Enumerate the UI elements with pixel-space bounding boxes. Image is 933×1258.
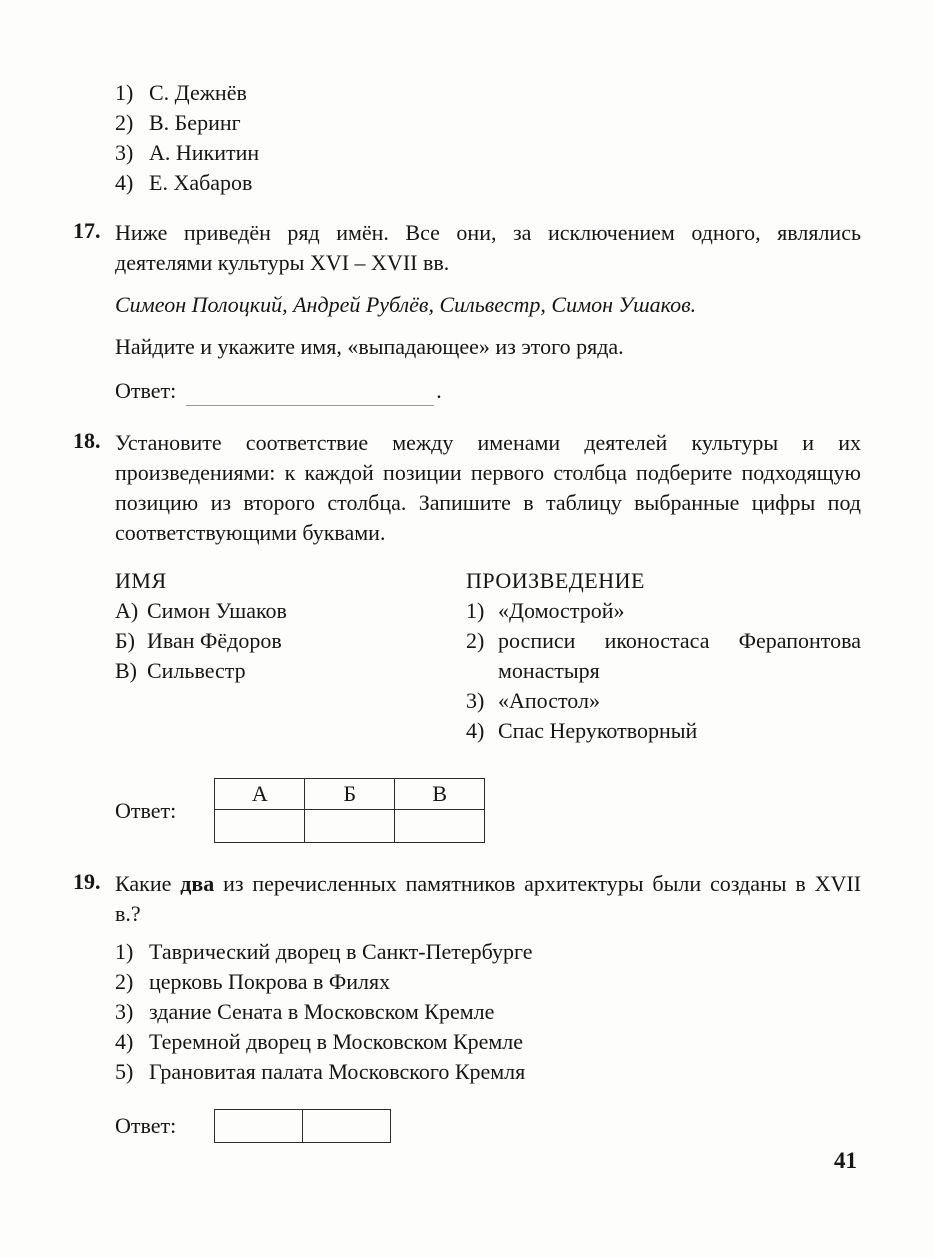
question-18-text: Установите соответствие между именами деятелей культуры и их произведениями: к каждой позиции первого столбца подберите подходящую позицию из второго столбца. Запишите в таблицу выбранные цифры под соответствующими буквами. bbox=[115, 430, 861, 545]
work-item bbox=[466, 686, 861, 716]
q18-answer-cell-v[interactable] bbox=[395, 810, 485, 843]
question-18-answer-row bbox=[115, 778, 861, 843]
q18-answer-header-row bbox=[215, 779, 485, 810]
option-text: С. Дежнёв bbox=[149, 80, 247, 105]
option-number: 4) bbox=[115, 1029, 134, 1054]
q18-answer-table bbox=[214, 778, 485, 843]
question-19-text-start: Какие bbox=[115, 871, 172, 896]
question-17 bbox=[73, 218, 861, 406]
option-number: 1) bbox=[115, 80, 134, 105]
item-number: 2) bbox=[466, 628, 485, 653]
question-18-number: 18. bbox=[73, 428, 101, 453]
answer-label: Ответ: bbox=[115, 1113, 177, 1138]
question-17-answer-line bbox=[115, 376, 861, 406]
work-item bbox=[466, 626, 861, 686]
item-number: 1) bbox=[466, 598, 485, 623]
name-item bbox=[115, 626, 466, 656]
name-item bbox=[115, 656, 466, 686]
q19-answer-input-row bbox=[215, 1110, 391, 1143]
item-text: Иван Фёдоров bbox=[147, 628, 282, 653]
works-column-header: ПРОИЗВЕДЕНИЕ bbox=[466, 568, 645, 593]
option-number: 2) bbox=[115, 969, 134, 994]
names-column bbox=[115, 566, 466, 746]
q18-answer-cell-b[interactable] bbox=[305, 810, 395, 843]
answer-label: Ответ: bbox=[115, 378, 177, 403]
option-item bbox=[115, 108, 861, 138]
answer-period: . bbox=[436, 378, 442, 403]
previous-question-options bbox=[115, 78, 861, 198]
option-item bbox=[115, 1057, 861, 1087]
work-item bbox=[466, 716, 861, 746]
question-17-instruction: Найдите и укажите имя, «выпадающее» из этого ряда. bbox=[115, 334, 624, 359]
question-17-name-series: Симеон Полоцкий, Андрей Рублёв, Сильвестр, Симон Ушаков. bbox=[115, 292, 697, 317]
option-item bbox=[115, 937, 861, 967]
item-text: Сильвестр bbox=[147, 658, 246, 683]
table-header-a: А bbox=[215, 779, 305, 810]
item-letter: А) bbox=[115, 598, 139, 623]
option-item bbox=[115, 967, 861, 997]
option-item bbox=[115, 997, 861, 1027]
question-18-body bbox=[115, 428, 861, 843]
answer-blank[interactable] bbox=[186, 376, 434, 406]
option-number: 1) bbox=[115, 939, 134, 964]
q18-answer-input-row bbox=[215, 810, 485, 843]
work-item bbox=[466, 596, 861, 626]
option-number: 4) bbox=[115, 170, 134, 195]
name-item bbox=[115, 596, 466, 626]
option-text: Грановитая палата Московского Кремля bbox=[149, 1059, 526, 1084]
option-text: В. Беринг bbox=[149, 110, 241, 135]
works-column bbox=[466, 566, 861, 746]
q18-answer-cell-a[interactable] bbox=[215, 810, 305, 843]
question-17-text: Ниже приведён ряд имён. Все они, за исключением одного, являлись деятелями культуры XVI – XVII вв. bbox=[115, 220, 861, 275]
question-19-answer-row bbox=[115, 1109, 861, 1143]
option-item bbox=[115, 78, 861, 108]
option-number: 3) bbox=[115, 999, 134, 1024]
item-letter: В) bbox=[115, 658, 137, 683]
item-text: росписи иконостаса Ферапонтова монастыря bbox=[498, 628, 861, 683]
answer-label: Ответ: bbox=[115, 797, 177, 823]
item-number: 4) bbox=[466, 718, 485, 743]
table-header-b: Б bbox=[305, 779, 395, 810]
item-letter: Б) bbox=[115, 628, 135, 653]
option-text: церковь Покрова в Филях bbox=[149, 969, 391, 994]
question-19-number: 19. bbox=[73, 869, 101, 894]
option-item bbox=[115, 1027, 861, 1057]
question-19-text bbox=[115, 869, 861, 929]
option-text: Е. Хабаров bbox=[149, 170, 253, 195]
option-text: Таврический дворец в Санкт-Петербурге bbox=[149, 939, 533, 964]
table-header-v: В bbox=[395, 779, 485, 810]
question-19 bbox=[73, 869, 861, 1143]
item-text: «Апостол» bbox=[498, 688, 600, 713]
page-number: 41 bbox=[834, 1148, 857, 1173]
option-text: здание Сената в Московском Кремле bbox=[149, 999, 495, 1024]
option-text: А. Никитин bbox=[149, 140, 260, 165]
question-19-text-end: из перечисленных памятников архитектуры были созданы в XVII в.? bbox=[115, 871, 862, 926]
question-19-body bbox=[115, 869, 861, 1143]
question-17-body bbox=[115, 218, 861, 406]
item-text: «Домострой» bbox=[498, 598, 625, 623]
q19-answer-box-1[interactable] bbox=[215, 1110, 303, 1143]
option-number: 2) bbox=[115, 110, 134, 135]
names-column-header: ИМЯ bbox=[115, 568, 167, 593]
item-number: 3) bbox=[466, 688, 485, 713]
q19-answer-table bbox=[214, 1109, 391, 1143]
item-text: Спас Нерукотворный bbox=[498, 718, 698, 743]
item-text: Симон Ушаков bbox=[147, 598, 287, 623]
option-item bbox=[115, 168, 861, 198]
matching-columns bbox=[115, 566, 861, 746]
option-number: 3) bbox=[115, 140, 134, 165]
question-19-options bbox=[115, 937, 861, 1087]
q19-answer-box-2[interactable] bbox=[303, 1110, 391, 1143]
question-17-number: 17. bbox=[73, 218, 101, 243]
option-number: 5) bbox=[115, 1059, 134, 1084]
option-item bbox=[115, 138, 861, 168]
option-text: Теремной дворец в Московском Кремле bbox=[149, 1029, 524, 1054]
question-18 bbox=[73, 428, 861, 843]
question-19-text-bold: два bbox=[180, 871, 215, 896]
